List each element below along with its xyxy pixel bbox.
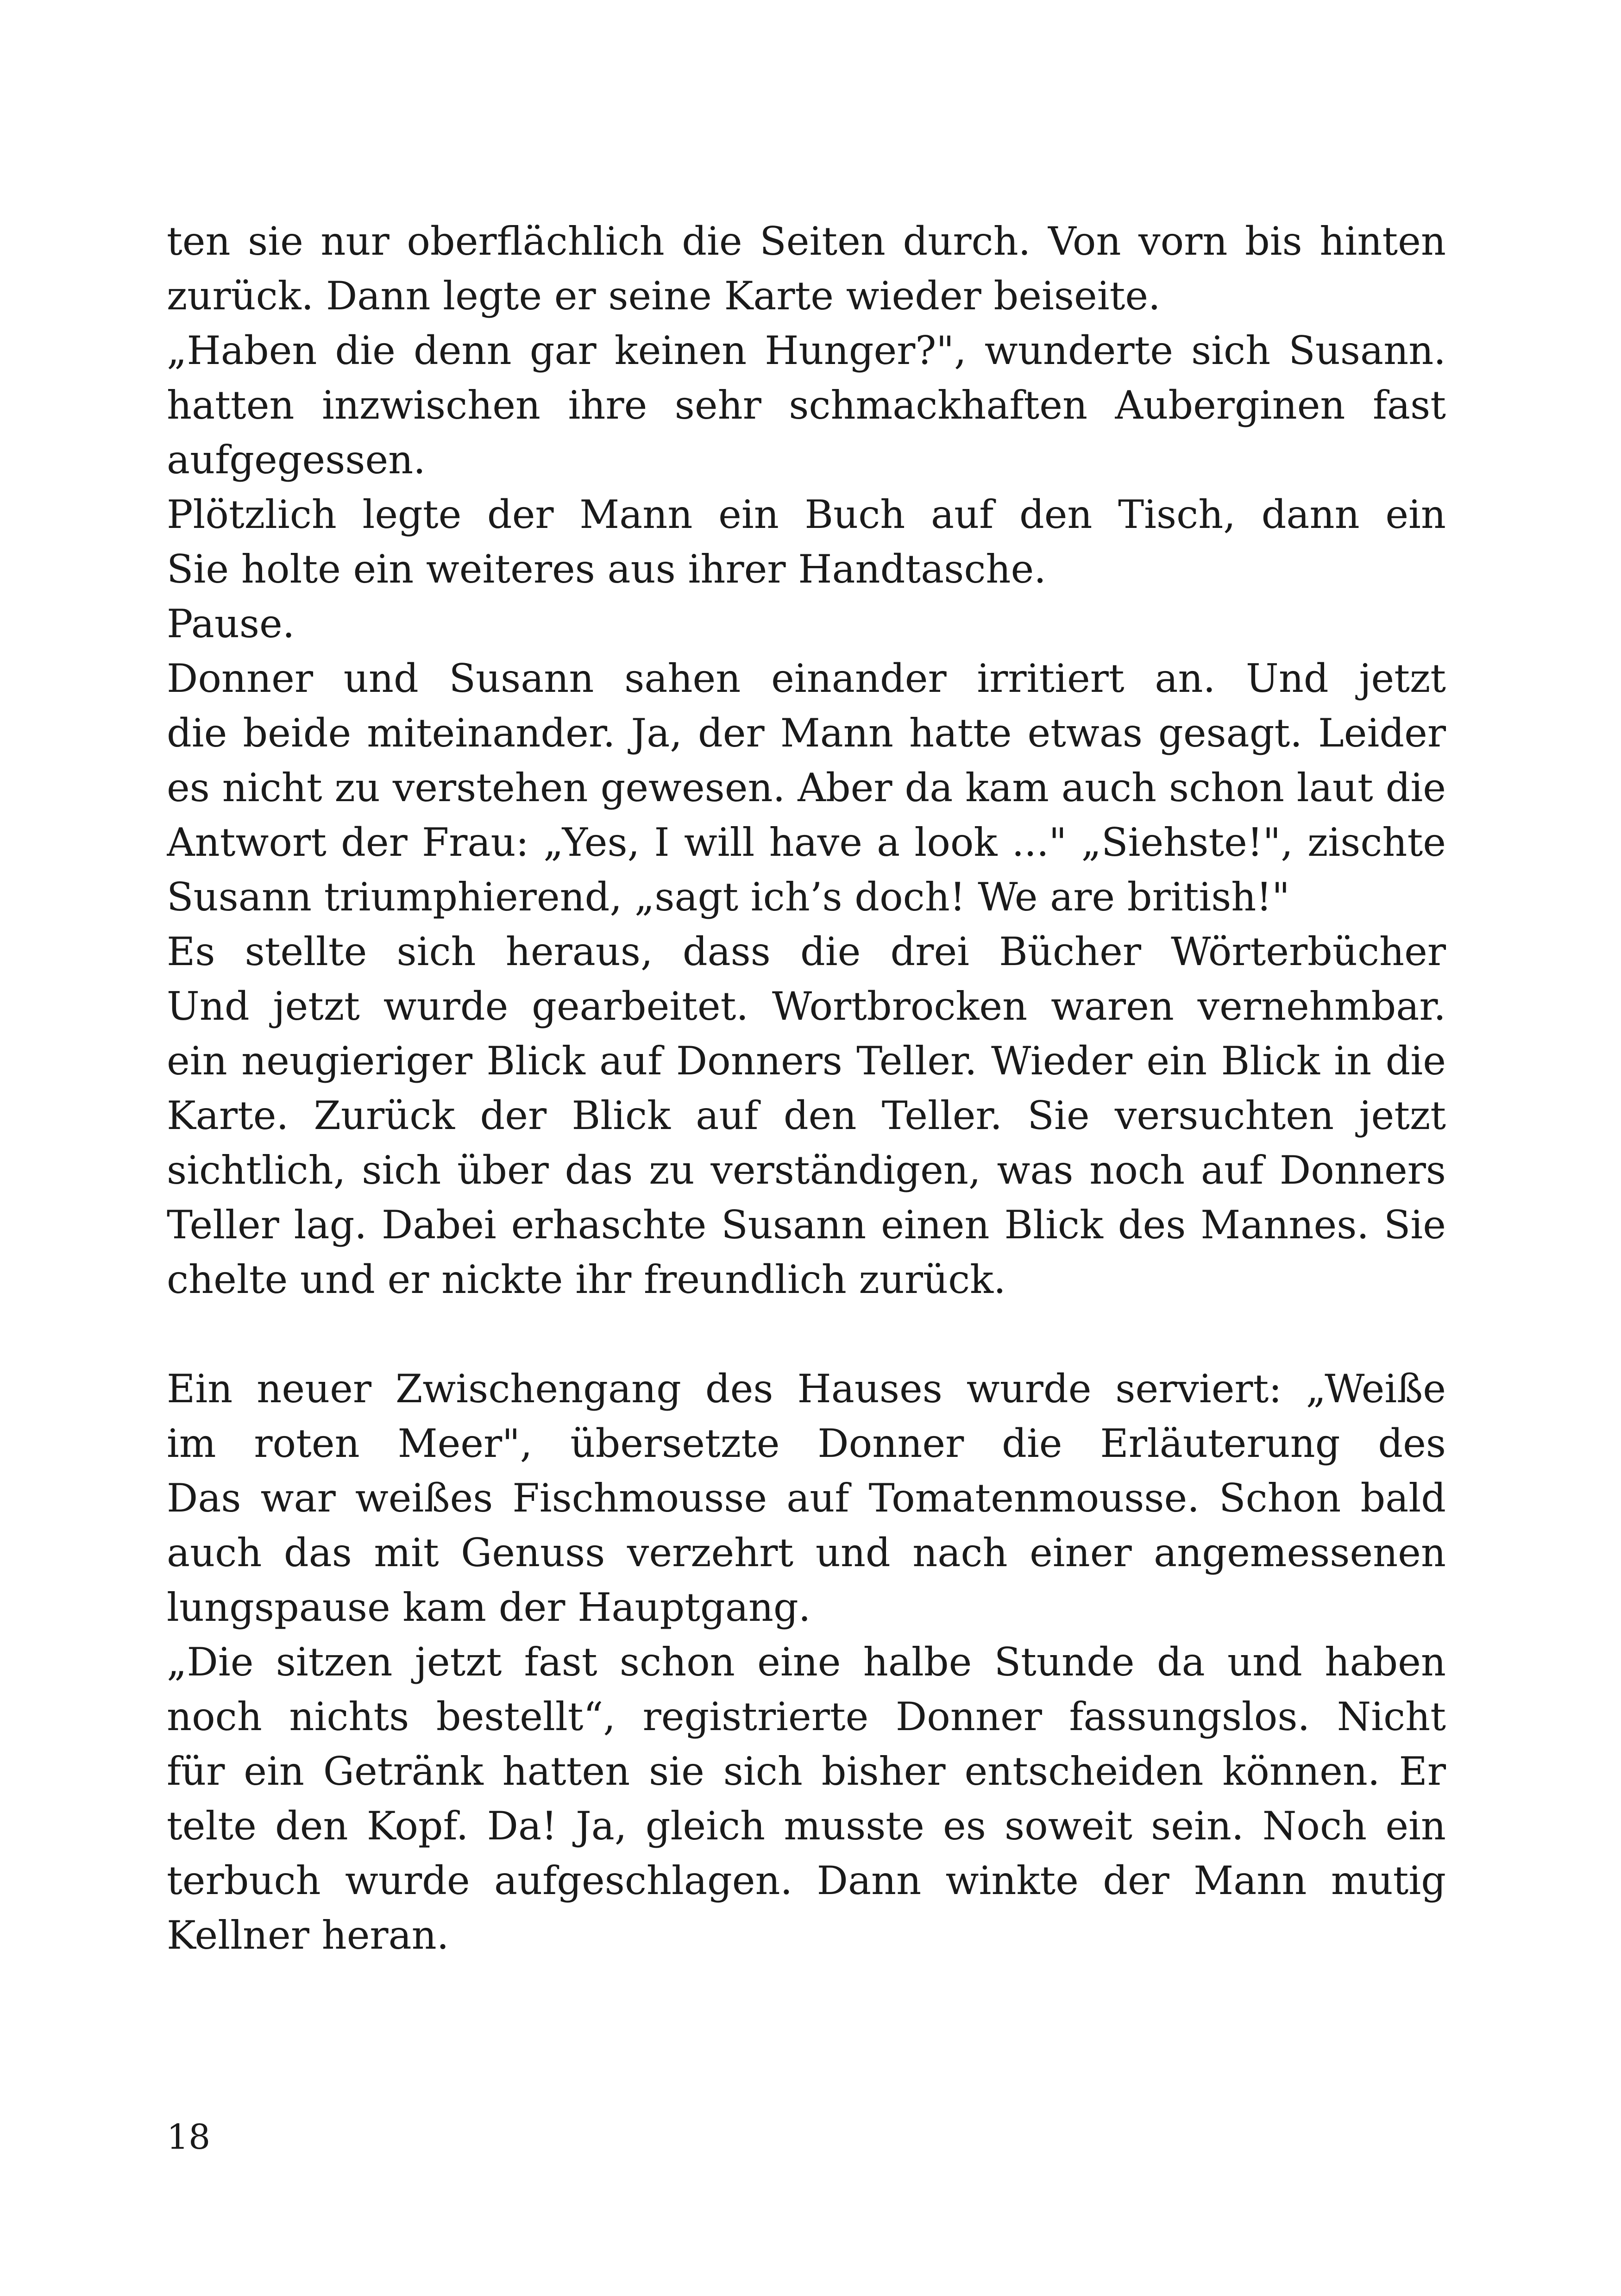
text-line: Es stellte sich heraus, dass die drei Bücher Wörterbücher	[167, 929, 1446, 974]
text-line: Teller lag. Dabei erhaschte Susann einen Blick des Mannes. Sie	[167, 1202, 1446, 1248]
text-line: Sie holte ein weiteres aus ihrer Handtasche.	[167, 546, 1046, 592]
text-line: ein neugieriger Blick auf Donners Teller. Wieder ein Blick in die	[167, 1038, 1446, 1084]
text-line: Karte. Zurück der Blick auf den Teller. Sie versuchten jetzt	[167, 1093, 1446, 1138]
text-line: aufgegessen.	[167, 437, 426, 483]
text-line: chelte und er nickte ihr freundlich zurück.	[167, 1257, 1006, 1302]
text-line: ten sie nur oberflächlich die Seiten durch. Von vorn bis hinten	[167, 219, 1446, 264]
text-line: für ein Getränk hatten sie sich bisher entscheiden können. Er	[167, 1749, 1446, 1794]
text-line: Das war weißes Fischmousse auf Tomatenmousse. Schon bald	[167, 1475, 1446, 1521]
text-line: Susann triumphierend, „sagt ich’s doch! We are british!"	[167, 874, 1290, 920]
text-line: terbuch wurde aufgeschlagen. Dann winkte der Mann mutig	[167, 1858, 1446, 1903]
text-line: zurück. Dann legte er seine Karte wieder beiseite.	[167, 273, 1161, 319]
text-line: Antwort der Frau: „Yes, I will have a look ..." „Siehste!", zischte	[167, 820, 1446, 865]
text-line: lungspause kam der Hauptgang.	[167, 1585, 811, 1630]
text-line: Ein neuer Zwischengang des Hauses wurde serviert: „Weiße	[167, 1366, 1446, 1411]
text-line: „Die sitzen jetzt fast schon eine halbe Stunde da und haben	[167, 1639, 1446, 1685]
page-number: 18	[167, 2117, 211, 2157]
text-line: sichtlich, sich über das zu verständigen, was noch auf Donners	[167, 1148, 1446, 1193]
text-line: es nicht zu verstehen gewesen. Aber da kam auch schon laut die	[167, 765, 1446, 810]
text-line: auch das mit Genuss verzehrt und nach einer angemessenen	[167, 1530, 1446, 1575]
text-line: Plötzlich legte der Mann ein Buch auf den Tisch, dann ein	[167, 492, 1446, 537]
text-line: „Haben die denn gar keinen Hunger?", wunderte sich Susann.	[167, 328, 1446, 373]
body-text	[167, 214, 1446, 1963]
text-line: telte den Kopf. Da! Ja, gleich musste es soweit sein. Noch ein	[167, 1803, 1446, 1849]
paragraph-break	[167, 1307, 1446, 1361]
text-line: Donner und Susann sahen einander irritiert an. Und jetzt	[167, 656, 1446, 701]
text-line: Und jetzt wurde gearbeitet. Wortbrocken waren vernehmbar.	[167, 984, 1446, 1029]
text-line: Kellner heran.	[167, 1913, 449, 1958]
text-line: Pause.	[167, 601, 295, 646]
text-line: noch nichts bestellt“, registrierte Donner fassungslos. Nicht	[167, 1694, 1446, 1739]
text-line: die beide miteinander. Ja, der Mann hatte etwas gesagt. Leider	[167, 710, 1446, 756]
text-line: im roten Meer", übersetzte Donner die Erläuterung des	[167, 1421, 1446, 1466]
text-line: hatten inzwischen ihre sehr schmackhaften Auberginen fast	[167, 383, 1446, 428]
